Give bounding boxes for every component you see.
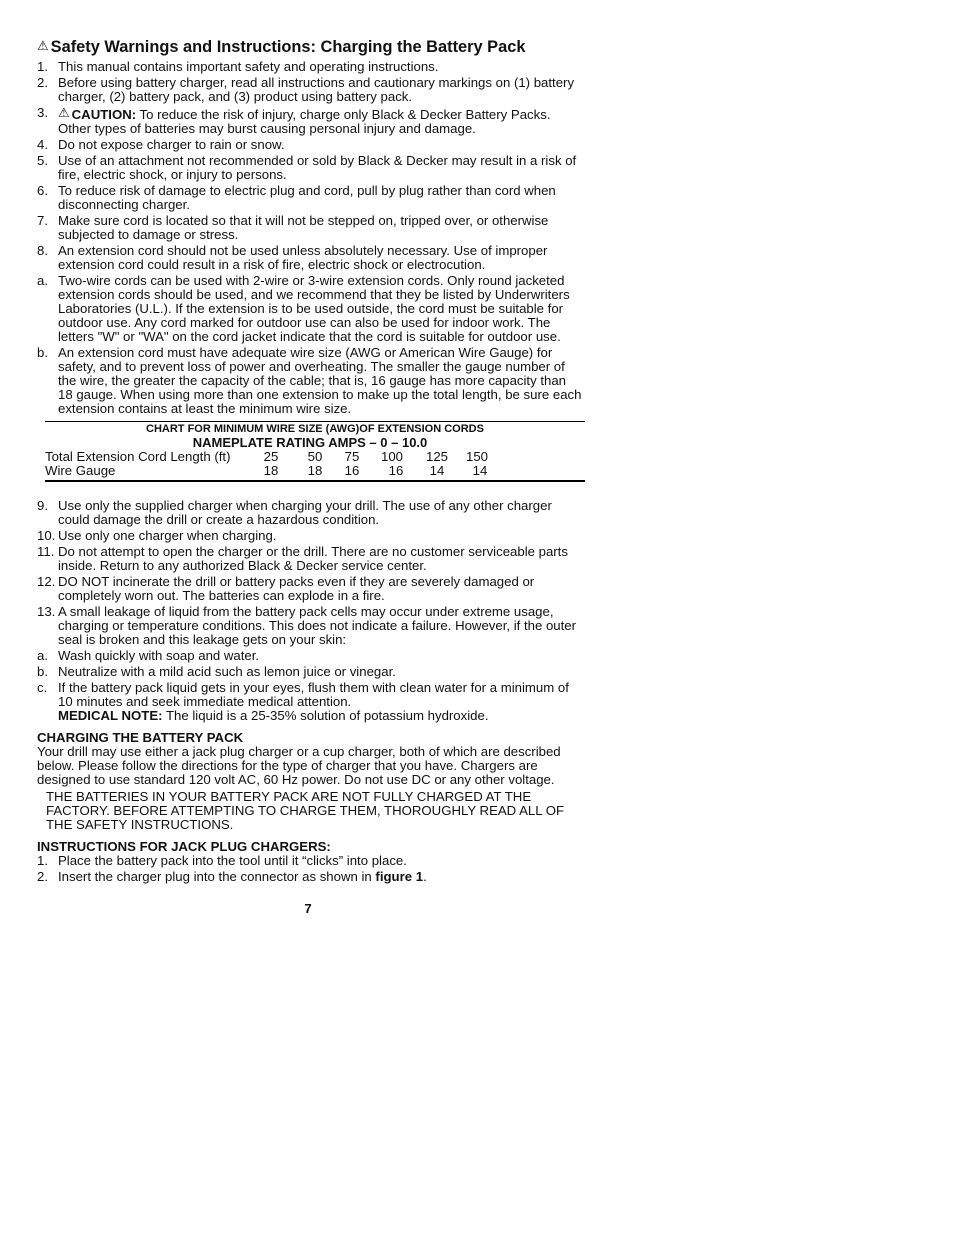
numbered-list-a <box>37 60 582 136</box>
list-item: 1. This manual contains important safety and operating instructions. <box>37 59 439 74</box>
charging-heading: CHARGING THE BATTERY PACK <box>37 730 244 745</box>
list-item: 5. Use of an attachment not recommended or sold by Black & Decker may result in a risk of fire, electric shock, or injury to persons. <box>37 153 577 182</box>
charging-notice: THE BATTERIES IN YOUR BATTERY PACK ARE NOT FULLY CHARGED AT THE FACTORY. BEFORE ATTEMPTING TO CHARGE THEM, THOROUGHLY READ ALL OF THE SAFETY INSTRUCTIONS. <box>46 789 565 832</box>
list-item: 2. Insert the charger plug into the connector as shown in figure 1. <box>37 869 427 884</box>
list-item: 10. Use only one charger when charging. <box>37 528 277 543</box>
list-item: 13. A small leakage of liquid from the battery pack cells may occur under extreme usage, charging or temperature conditions. This does not indicate a failure. However, if the outer seal is broken and this leakage gets on your skin: <box>37 604 577 647</box>
list-item: b. Neutralize with a mild acid such as lemon juice or vinegar. <box>37 664 396 679</box>
caution-item: 3. ⚠ CAUTION: To reduce the risk of injury, charge only Black & Decker Battery Packs. Other types of batteries may burst causing personal injury and damage. <box>37 105 551 136</box>
list-item: c. If the battery pack liquid gets in your eyes, flush them with clean water for a minimum of 10 minutes and seek immediate medical attention. MEDICAL NOTE: The liquid is a 25-35% solution of potassium hydroxide. <box>37 680 569 723</box>
list-item: 1. Place the battery pack into the tool until it “clicks” into place. <box>37 853 407 868</box>
list-item: 8. An extension cord should not be used unless absolutely necessary. Use of improper extension cord could result in a risk of fire, electric shock or electrocution. <box>37 243 548 272</box>
chart-row-gauge: Wire Gauge 18 18 16 16 14 14 <box>45 463 488 478</box>
list-item: 2. Before using battery charger, read all instructions and cautionary markings on (1) battery charger, (2) battery pack, and (3) product using battery pack. <box>37 75 575 104</box>
list-item: 11. Do not attempt to open the charger or the drill. There are no customer serviceable parts inside. Return to any authorized Black & Decker service center. <box>37 544 568 573</box>
page-number: 7 <box>304 901 312 916</box>
manual-page <box>37 36 582 916</box>
list-item: a. Wash quickly with soap and water. <box>37 648 260 663</box>
warning-triangle-icon: ⚠ <box>37 38 49 53</box>
list-item: 4. Do not expose charger to rain or snow. <box>37 137 285 152</box>
charging-body: Your drill may use either a jack plug charger or a cup charger, both of which are described below. Please follow the directions for the type of charger that you have. Chargers are designed to use standard 120 volt AC, 60 Hz power. Do not use DC or any other voltage. <box>37 744 561 787</box>
warning-triangle-icon: ⚠ <box>58 105 70 120</box>
list-item: 12. DO NOT incinerate the drill or battery packs even if they are severely damaged or completely worn out. The batteries can explode in a fire. <box>37 574 535 603</box>
list-item: 9. Use only the supplied charger when charging your drill. The use of any other charger could damage the drill or create a hazardous condition. <box>37 498 552 527</box>
page-title: ⚠ Safety Warnings and Instructions: Charging the Battery Pack <box>37 38 526 56</box>
chart-row-length: Total Extension Cord Length (ft) 25 50 75 100 125 150 <box>45 449 488 464</box>
numbered-list-b <box>37 138 582 416</box>
wire-size-chart <box>45 421 585 482</box>
numbered-list-c <box>37 499 582 723</box>
figure-reference: figure 1 <box>375 869 424 884</box>
list-item: a. Two-wire cords can be used with 2-wire or 3-wire extension cords. Only round jacketed extension cords should be used, and we recommend that they be listed by Underwriters Laboratories (U.L.). If the extension is to be used outside, the cord must be suitable for outdoor use. Any cord marked for outdoor use can also be used for indoor work. The letters "W" or "WA" on the cord jacket indicate that the cord is suitable for outdoor use. <box>37 273 570 344</box>
jack-plug-heading: INSTRUCTIONS FOR JACK PLUG CHARGERS: <box>37 839 331 854</box>
list-item: 7. Make sure cord is located so that it will not be stepped on, tripped over, or otherwise subjected to damage or stress. <box>37 213 549 242</box>
chart-title: CHART FOR MINIMUM WIRE SIZE (AWG)OF EXTENSION CORDS <box>146 423 484 435</box>
list-item: 6. To reduce risk of damage to electric plug and cord, pull by plug rather than cord when disconnecting charger. <box>37 183 556 212</box>
chart-subtitle: NAMEPLATE RATING AMPS – 0 – 10.0 <box>192 435 428 450</box>
list-item: b. An extension cord must have adequate wire size (AWG or American Wire Gauge) for safety, and to prevent loss of power and overheating. The smaller the gauge number of the wire, the greater the capacity of the cable; that is, 16 gauge has more capacity than 18 gauge. When using more than one extension to make up the total length, be sure each extension contains at least the minimum wire size. <box>37 345 582 416</box>
